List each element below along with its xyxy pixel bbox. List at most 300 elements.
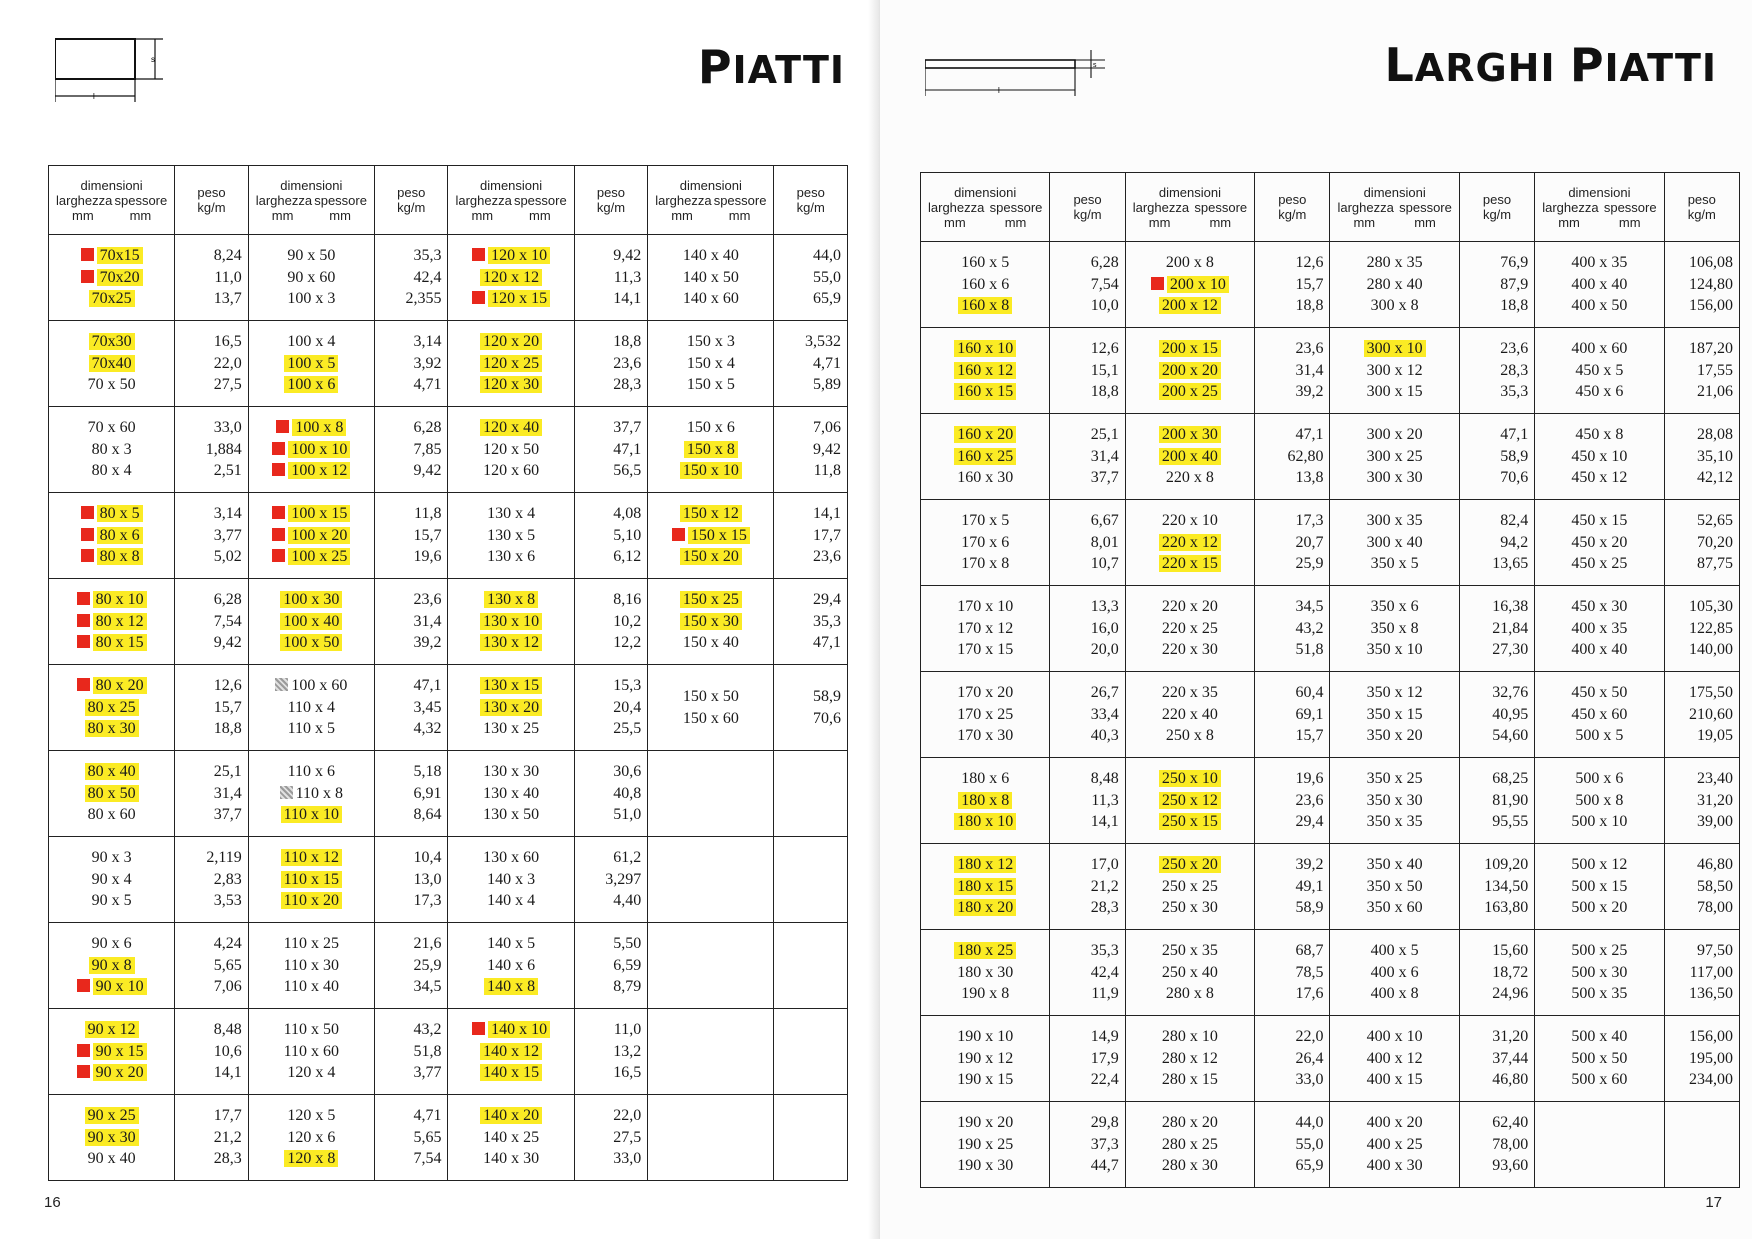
dimension-value: 190 x 20 xyxy=(957,1114,1014,1132)
weight-value: 9,42 xyxy=(613,247,642,265)
dimension-entry xyxy=(452,1127,569,1149)
weight-value: 39,2 xyxy=(1295,856,1324,874)
dimension-value: 400 x 50 xyxy=(1571,297,1628,315)
dimension-value: 500 x 30 xyxy=(1571,963,1628,981)
dimension-cell xyxy=(1330,1016,1459,1102)
dimension-value: 500 x 20 xyxy=(1571,899,1628,917)
dimension-value: 170 x 10 xyxy=(957,598,1014,616)
dimension-value-highlighted: 160 x 25 xyxy=(954,448,1016,465)
weight-cell xyxy=(774,751,848,837)
dimension-entry xyxy=(652,353,769,375)
dimension-entry xyxy=(53,718,170,740)
weight-value: 13,65 xyxy=(1492,555,1529,573)
weight-cell xyxy=(1050,500,1125,586)
weight-value: 5,50 xyxy=(613,935,642,953)
dimension-value-highlighted: 120 x 20 xyxy=(480,333,542,350)
dimension-value: 400 x 40 xyxy=(1571,275,1628,293)
dimension-entry xyxy=(1539,274,1659,296)
dimension-value-highlighted: 300 x 10 xyxy=(1364,340,1426,357)
weight-cell xyxy=(175,407,249,493)
dimension-entry xyxy=(1539,596,1659,618)
wide-flat-bar-section-diagram xyxy=(925,50,1115,110)
weight-value: 1,884 xyxy=(205,440,242,458)
dimension-value: 170 x 5 xyxy=(961,512,1010,530)
dimension-entry xyxy=(1539,854,1659,876)
weight-value: 52,65 xyxy=(1697,512,1733,530)
weight-value: 34,5 xyxy=(1295,598,1324,616)
dimension-cell xyxy=(448,1095,574,1181)
dimension-entry xyxy=(652,611,769,633)
dimension-header-title: dimensioni xyxy=(954,184,1017,200)
weight-header-unit: kg/m xyxy=(1073,207,1102,222)
dimension-cell xyxy=(1535,1102,1664,1188)
dimension-value: 450 x 60 xyxy=(1571,705,1628,723)
weight-cell xyxy=(1255,1016,1330,1102)
weight-value: 25,1 xyxy=(213,763,242,781)
dimension-entry xyxy=(1130,1134,1250,1156)
weight-value: 5,89 xyxy=(813,376,841,394)
weight-value: 7,06 xyxy=(813,419,841,437)
dimension-value: 130 x 4 xyxy=(487,505,536,523)
dimension-value: 300 x 15 xyxy=(1366,383,1423,401)
weight-cell xyxy=(1459,930,1534,1016)
dimension-entry xyxy=(253,503,370,525)
dimension-value: 350 x 50 xyxy=(1366,877,1423,895)
dimension-entry xyxy=(1539,1069,1659,1091)
weight-value: 40,8 xyxy=(613,784,642,802)
weight-cell xyxy=(1459,242,1534,328)
dimension-entry xyxy=(1334,725,1454,747)
weight-value: 17,3 xyxy=(413,892,442,910)
dimension-value: 450 x 12 xyxy=(1571,469,1628,487)
weight-value: 35,3 xyxy=(1090,942,1119,960)
dimension-value-highlighted: 90 x 8 xyxy=(89,957,135,974)
dimension-value-highlighted: 180 x 15 xyxy=(954,878,1016,895)
dimension-entry xyxy=(253,460,370,482)
dimension-entry xyxy=(1334,639,1454,661)
weight-value: 17,3 xyxy=(1295,512,1324,530)
dimension-cell xyxy=(1330,586,1459,672)
dimension-entry xyxy=(1334,897,1454,919)
dimension-cell xyxy=(921,844,1050,930)
dimension-value-highlighted: 140 x 12 xyxy=(480,1043,542,1060)
dimension-header-sub xyxy=(1127,200,1253,215)
dimension-entry xyxy=(1334,467,1454,489)
dimension-entry xyxy=(452,976,569,998)
weight-value: 23,40 xyxy=(1697,770,1733,788)
weight-value: 17,9 xyxy=(1090,1049,1119,1067)
dimension-entry xyxy=(1130,295,1250,317)
weight-value: 5,18 xyxy=(413,763,442,781)
dimension-value: 70 x 50 xyxy=(87,376,136,394)
weight-value: 37,44 xyxy=(1492,1049,1529,1067)
weight-value: 156,00 xyxy=(1689,297,1733,315)
weight-cell xyxy=(175,235,249,321)
stock-marker-icon xyxy=(81,549,94,562)
dimension-entry xyxy=(452,439,569,461)
weight-value: 25,9 xyxy=(1295,555,1324,573)
dimension-entry xyxy=(1130,790,1250,812)
weight-cell xyxy=(374,493,448,579)
dimension-entry xyxy=(452,697,569,719)
table-row xyxy=(921,1102,1740,1188)
weight-value: 33,0 xyxy=(613,1150,642,1168)
dimension-entry xyxy=(452,933,569,955)
stock-marker-icon xyxy=(81,248,94,261)
dimension-entry xyxy=(452,783,569,805)
weight-value: 7,06 xyxy=(213,978,242,996)
dimension-entry xyxy=(925,381,1045,403)
dimension-value-highlighted: 180 x 20 xyxy=(954,899,1016,916)
weight-value: 29,8 xyxy=(1090,1114,1119,1132)
weight-value: 14,1 xyxy=(213,1064,242,1082)
dimension-entry xyxy=(925,618,1045,640)
dimension-entry xyxy=(652,686,769,708)
weight-value: 21,2 xyxy=(213,1128,242,1146)
dimension-value: 90 x 6 xyxy=(91,935,132,953)
dimension-entry xyxy=(1334,510,1454,532)
dimension-value: 90 x 4 xyxy=(91,870,132,888)
weight-cell xyxy=(774,579,848,665)
table-row xyxy=(921,930,1740,1016)
weight-cell xyxy=(374,751,448,837)
weight-cell xyxy=(574,1009,648,1095)
weight-cell xyxy=(1459,1016,1534,1102)
weight-value: 140,00 xyxy=(1689,641,1733,659)
dimension-cell xyxy=(648,493,774,579)
dimension-value-highlighted: 100 x 5 xyxy=(284,355,338,372)
dimension-header-units xyxy=(449,208,572,223)
weight-value: 4,40 xyxy=(613,892,642,910)
dimension-entry xyxy=(1334,790,1454,812)
dimension-entry xyxy=(53,1041,170,1063)
table-row xyxy=(49,923,848,1009)
dimension-entry xyxy=(452,804,569,826)
dimension-value: 140 x 40 xyxy=(682,247,739,265)
dimension-entry xyxy=(1334,338,1454,360)
stock-marker-icon xyxy=(77,678,90,691)
dimension-cell xyxy=(248,665,374,751)
weight-cell xyxy=(574,407,648,493)
weight-value: 7,54 xyxy=(213,612,242,630)
dimension-value: 150 x 5 xyxy=(686,376,735,394)
dimension-cell xyxy=(648,1095,774,1181)
dimension-value: 280 x 8 xyxy=(1165,985,1214,1003)
dimension-cell xyxy=(248,493,374,579)
dimension-cell xyxy=(1330,758,1459,844)
weight-value: 40,3 xyxy=(1090,727,1119,745)
dimension-entry xyxy=(925,768,1045,790)
dimension-entry xyxy=(1334,1048,1454,1070)
dimension-value-highlighted: 250 x 20 xyxy=(1159,856,1221,873)
weight-value: 65,9 xyxy=(1295,1157,1324,1175)
weight-cell xyxy=(1050,758,1125,844)
dimension-value-highlighted: 100 x 40 xyxy=(280,613,342,630)
dimension-value-highlighted: 100 x 8 xyxy=(292,419,346,436)
weight-value: 11,9 xyxy=(1091,985,1119,1003)
dimension-entry xyxy=(925,274,1045,296)
dimension-cell xyxy=(921,500,1050,586)
dimension-entry xyxy=(53,1148,170,1170)
weight-header-title: peso xyxy=(397,185,426,200)
dimension-value-highlighted: 150 x 25 xyxy=(680,591,742,608)
dimension-entry xyxy=(253,955,370,977)
thickness-label: spessore xyxy=(1194,199,1248,215)
dimension-cell xyxy=(248,837,374,923)
table-row xyxy=(49,321,848,407)
dimension-value: 500 x 40 xyxy=(1571,1028,1628,1046)
dimension-value: 250 x 8 xyxy=(1165,727,1214,745)
dimension-cell xyxy=(49,579,175,665)
weight-value: 16,0 xyxy=(1090,619,1119,637)
dimension-entry xyxy=(1334,682,1454,704)
weight-value: 29,4 xyxy=(813,591,841,609)
dimension-value: 70 x 60 xyxy=(87,419,136,437)
weight-header xyxy=(175,166,249,235)
dimension-entry xyxy=(1334,532,1454,554)
weight-cell xyxy=(1255,242,1330,328)
table-header-row xyxy=(921,173,1740,242)
dimension-entry xyxy=(452,718,569,740)
dimension-entry xyxy=(53,611,170,633)
dimension-cell xyxy=(921,1016,1050,1102)
page-number-right: 17 xyxy=(1705,1194,1722,1211)
stock-marker-icon xyxy=(272,463,285,476)
dimension-value: 350 x 8 xyxy=(1370,619,1419,637)
weight-cell xyxy=(1664,1016,1739,1102)
weight-cell xyxy=(1459,672,1534,758)
weight-header xyxy=(1459,173,1534,242)
dimension-value-highlighted: 70x40 xyxy=(89,355,135,372)
dimension-entry xyxy=(53,847,170,869)
weight-cell xyxy=(1664,328,1739,414)
weight-value: 15,7 xyxy=(1295,727,1324,745)
dimension-value: 150 x 60 xyxy=(682,709,739,727)
dimension-entry xyxy=(452,546,569,568)
dimension-cell xyxy=(448,235,574,321)
pattern-marker-icon xyxy=(280,786,293,799)
weight-value: 21,6 xyxy=(413,935,442,953)
dimension-value: 400 x 30 xyxy=(1366,1157,1423,1175)
dimension-value: 220 x 10 xyxy=(1161,512,1218,530)
dimension-value-highlighted: 200 x 12 xyxy=(1159,297,1221,314)
dimension-entry xyxy=(925,553,1045,575)
weight-cell xyxy=(374,923,448,1009)
stock-marker-icon xyxy=(77,614,90,627)
dimension-entry xyxy=(925,446,1045,468)
weight-value: 4,24 xyxy=(213,935,242,953)
table-row xyxy=(49,235,848,321)
dimension-value-highlighted: 90 x 30 xyxy=(85,1129,139,1146)
thickness-unit: mm xyxy=(1414,214,1436,230)
dimension-entry xyxy=(1539,876,1659,898)
dimension-cell xyxy=(1535,1016,1664,1102)
dimension-cell xyxy=(49,837,175,923)
weight-value: 95,55 xyxy=(1492,813,1529,831)
dimension-entry xyxy=(652,525,769,547)
dimension-entry xyxy=(53,955,170,977)
dimension-entry xyxy=(1334,618,1454,640)
dimension-header-title: dimensioni xyxy=(1158,184,1221,200)
dimension-entry xyxy=(925,295,1045,317)
dimension-entry xyxy=(1130,360,1250,382)
weight-header-unit: kg/m xyxy=(1687,207,1716,222)
dimension-value-highlighted: 220 x 12 xyxy=(1159,534,1221,551)
weight-value: 4,32 xyxy=(413,720,442,738)
thickness-unit: mm xyxy=(728,207,751,223)
weight-value: 78,5 xyxy=(1295,963,1324,981)
dimension-entry xyxy=(1334,811,1454,833)
dimension-entry xyxy=(925,532,1045,554)
width-unit: mm xyxy=(671,207,693,223)
dimension-value: 110 x 5 xyxy=(287,720,336,738)
dimension-value: 450 x 5 xyxy=(1575,361,1624,379)
table-row xyxy=(49,837,848,923)
weight-value: 33,0 xyxy=(1295,1071,1324,1089)
dimension-entry xyxy=(53,1019,170,1041)
dimension-entry xyxy=(1539,618,1659,640)
dimension-value: 170 x 15 xyxy=(957,641,1014,659)
dimension-value: 130 x 25 xyxy=(483,720,540,738)
dimension-cell xyxy=(648,837,774,923)
dimension-entry xyxy=(925,940,1045,962)
weight-value: 12,6 xyxy=(1090,340,1119,358)
width-unit: mm xyxy=(944,214,966,230)
weight-value: 11,3 xyxy=(1091,791,1119,809)
weight-value: 23,6 xyxy=(613,354,642,372)
weight-value: 10,4 xyxy=(413,849,442,867)
dimension-value: 90 x 5 xyxy=(91,892,132,910)
weight-cell xyxy=(374,1009,448,1095)
weight-cell xyxy=(175,321,249,407)
dimension-value: 280 x 15 xyxy=(1161,1071,1218,1089)
dimension-entry xyxy=(1130,682,1250,704)
weight-cell xyxy=(1664,844,1739,930)
weight-cell xyxy=(1459,414,1534,500)
weight-header-title: peso xyxy=(1687,192,1716,207)
dimension-value: 160 x 5 xyxy=(961,254,1010,272)
table-row xyxy=(921,758,1740,844)
dimension-entry xyxy=(452,890,569,912)
dimension-cell xyxy=(448,1009,574,1095)
dimension-value: 80 x 4 xyxy=(91,462,132,480)
weight-value: 122,85 xyxy=(1689,619,1733,637)
weight-value: 62,80 xyxy=(1287,447,1324,465)
stock-marker-icon xyxy=(77,1065,90,1078)
table-row xyxy=(921,500,1740,586)
weight-value: 31,20 xyxy=(1492,1028,1529,1046)
dimension-entry xyxy=(53,933,170,955)
dimension-entry xyxy=(1130,252,1250,274)
dimension-entry xyxy=(652,267,769,289)
dimension-value-highlighted: 80 x 20 xyxy=(93,677,147,694)
weight-cell xyxy=(774,1095,848,1181)
dimension-value: 110 x 30 xyxy=(283,956,340,974)
dimension-entry xyxy=(452,1062,569,1084)
dimension-header xyxy=(1125,173,1254,242)
dimension-value: 500 x 25 xyxy=(1571,942,1628,960)
dimension-value: 140 x 4 xyxy=(487,892,536,910)
dimension-entry xyxy=(53,353,170,375)
weight-cell xyxy=(774,837,848,923)
dimension-cell xyxy=(49,493,175,579)
dimension-entry xyxy=(1539,510,1659,532)
dimension-value: 110 x 8 xyxy=(295,784,344,802)
dimension-value-highlighted: 150 x 15 xyxy=(688,527,750,544)
weight-value: 18,8 xyxy=(213,720,242,738)
dimension-value: 130 x 40 xyxy=(483,784,540,802)
dimension-value-highlighted: 110 x 15 xyxy=(281,871,342,888)
weight-cell xyxy=(1664,758,1739,844)
stock-marker-icon xyxy=(81,270,94,283)
weight-cell xyxy=(1664,1102,1739,1188)
weight-cell xyxy=(1050,844,1125,930)
dimension-entry xyxy=(253,288,370,310)
weight-value: 37,7 xyxy=(613,419,642,437)
dimension-entry xyxy=(253,976,370,998)
weight-value: 58,9 xyxy=(1500,447,1529,465)
dimension-entry xyxy=(253,267,370,289)
dimension-header xyxy=(248,166,374,235)
table-row xyxy=(921,586,1740,672)
dimension-value-highlighted: 100 x 6 xyxy=(284,376,338,393)
weight-value: 44,0 xyxy=(1295,1114,1324,1132)
dimension-entry xyxy=(452,869,569,891)
weight-value: 11,3 xyxy=(613,268,642,286)
dimension-cell xyxy=(921,758,1050,844)
dimension-value: 350 x 25 xyxy=(1366,770,1423,788)
weight-value: 70,6 xyxy=(1500,469,1529,487)
dimension-entry xyxy=(652,331,769,353)
weight-value: 31,4 xyxy=(213,784,242,802)
dimension-cell xyxy=(1125,242,1254,328)
weight-value: 5,02 xyxy=(213,548,242,566)
weight-cell xyxy=(574,579,648,665)
dimension-entry xyxy=(1539,940,1659,962)
weight-value: 22,4 xyxy=(1090,1071,1119,1089)
weight-value: 13,8 xyxy=(1295,469,1324,487)
dimension-cell xyxy=(49,923,175,1009)
dimension-value: 350 x 15 xyxy=(1366,705,1423,723)
weight-value: 2,83 xyxy=(213,870,242,888)
dimension-value: 120 x 4 xyxy=(287,1064,336,1082)
weight-cell xyxy=(175,837,249,923)
dimension-cell xyxy=(448,407,574,493)
table-row xyxy=(921,844,1740,930)
weight-cell xyxy=(374,407,448,493)
weight-value: 8,24 xyxy=(213,247,242,265)
dimension-header-units xyxy=(250,208,373,223)
dimension-entry xyxy=(1334,252,1454,274)
dimension-entry xyxy=(1539,983,1659,1005)
width-label: larghezza xyxy=(255,192,313,208)
weight-value: 3,77 xyxy=(413,1064,442,1082)
dimension-value-highlighted: 130 x 15 xyxy=(480,677,542,694)
dimension-value: 400 x 6 xyxy=(1370,963,1419,981)
weight-cell xyxy=(1459,1102,1534,1188)
dimension-value: 140 x 3 xyxy=(487,870,536,888)
dimension-value-highlighted: 110 x 20 xyxy=(281,892,342,909)
dimension-entry xyxy=(452,611,569,633)
weight-value: 17,6 xyxy=(1295,985,1324,1003)
table-row xyxy=(49,407,848,493)
weight-value: 78,00 xyxy=(1492,1135,1529,1153)
dimension-entry xyxy=(1130,962,1250,984)
dimension-value: 190 x 30 xyxy=(957,1157,1014,1175)
dimension-value: 110 x 6 xyxy=(287,763,336,781)
dimension-value: 140 x 6 xyxy=(487,956,536,974)
dimension-cell xyxy=(1125,1016,1254,1102)
